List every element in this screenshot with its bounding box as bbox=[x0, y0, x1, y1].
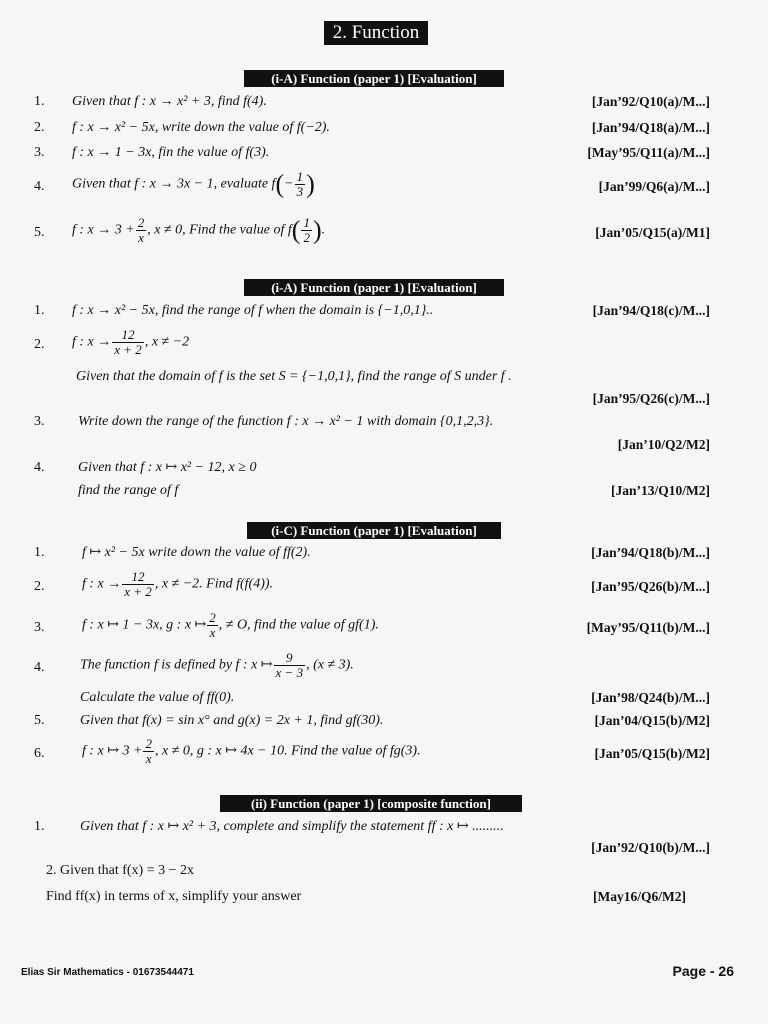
question-text: f : x → bbox=[72, 334, 112, 350]
numerator: 9 bbox=[274, 651, 306, 666]
question-reference: [May16/Q6/M2] bbox=[593, 889, 686, 904]
fraction bbox=[295, 170, 306, 199]
numerator: 2 bbox=[209, 610, 216, 625]
numerator: 1 bbox=[303, 215, 310, 230]
denominator: x bbox=[138, 230, 144, 245]
question-number: 5. bbox=[34, 713, 45, 728]
denominator: x bbox=[209, 625, 216, 640]
fraction bbox=[301, 216, 312, 245]
page-title: 2. Function bbox=[324, 21, 428, 45]
question-text: f : x → x² − 5x, find the range of f when the domain is {−1,0,1}.. bbox=[72, 303, 434, 318]
question-number: 3. bbox=[34, 414, 45, 429]
question-text: Given that f(x) = 3 − 2x bbox=[60, 863, 194, 878]
question-reference: [Jan’13/Q10/M2] bbox=[611, 483, 710, 498]
fraction bbox=[136, 216, 147, 245]
question-reference: [Jan’05/Q15(a)/M1] bbox=[595, 225, 710, 240]
question-reference: [Jan’10/Q2/M2] bbox=[617, 437, 710, 452]
fraction bbox=[122, 570, 154, 599]
minus-sign: − bbox=[284, 176, 294, 192]
question-text: , ≠ O, find the value of gf(1). bbox=[218, 617, 379, 633]
numerator: 12 bbox=[112, 328, 144, 343]
fraction bbox=[274, 651, 306, 680]
denominator: x bbox=[145, 751, 152, 766]
question-text: Given that f(x) = sin x° and g(x) = 2x + 1, find gf(30). bbox=[80, 713, 384, 728]
denominator: x − 3 bbox=[275, 665, 304, 680]
question-text: , x ≠ 0, g : x ↦ 4x − 10. Find the value of fg(3). bbox=[154, 743, 421, 759]
numerator: 2 bbox=[137, 215, 145, 230]
fraction bbox=[207, 611, 218, 640]
question-text: f : x → 1 − 3x, fin the value of f(3). bbox=[72, 145, 270, 160]
question-text: Given that f : x → x² + 3, find f(4). bbox=[72, 94, 267, 109]
question-number: 1. bbox=[34, 819, 45, 834]
question-number: 4. bbox=[34, 460, 45, 475]
question-text: , x ≠ 0, Find the value of f bbox=[147, 222, 292, 238]
question-number: 1. bbox=[34, 94, 45, 109]
question-number: 2. bbox=[34, 337, 45, 352]
footer-author: Elias Sir Mathematics - 01673544471 bbox=[21, 967, 194, 978]
question-reference: [Jan’92/Q10(b)/M...] bbox=[591, 840, 710, 855]
question-reference: [Jan’99/Q6(a)/M...] bbox=[598, 179, 710, 194]
question-reference: [Jan’92/Q10(a)/M...] bbox=[591, 94, 710, 109]
question-reference: [Jan’95/Q26(c)/M...] bbox=[592, 391, 710, 406]
question-text: f : x → x² − 5x, write down the value of f(−2). bbox=[72, 120, 330, 135]
question-reference: [May’95/Q11(a)/M...] bbox=[587, 145, 710, 160]
question-text: . bbox=[321, 222, 326, 238]
question-reference: [Jan’95/Q26(b)/M...] bbox=[591, 579, 710, 594]
question-reference: [Jan’94/Q18(a)/M...] bbox=[591, 120, 710, 135]
fraction bbox=[112, 328, 144, 357]
question-number: 3. bbox=[34, 145, 45, 160]
numerator: 12 bbox=[122, 570, 154, 585]
question-text: Given that f : x ↦ x² − 12, x ≥ 0 bbox=[78, 460, 257, 475]
question-reference: [Jan’94/Q18(c)/M...] bbox=[592, 303, 710, 318]
question-text: , x ≠ −2. Find f(f(4)). bbox=[154, 576, 274, 592]
numerator: 1 bbox=[296, 169, 304, 184]
question-text: Find ff(x) in terms of x, simplify your answer bbox=[46, 889, 302, 904]
numerator: 2 bbox=[145, 736, 152, 751]
question-reference: [Jan’04/Q15(b)/M2] bbox=[594, 713, 710, 728]
question-number: 1. bbox=[34, 545, 45, 560]
question-text: Given that the domain of f is the set S = {−1,0,1}, find the range of S under f . bbox=[76, 369, 512, 384]
denominator: x + 2 bbox=[114, 342, 142, 357]
question-number: 2. bbox=[46, 863, 57, 878]
question-text: Given that f : x → 3x − 1, evaluate f bbox=[72, 176, 276, 192]
section-heading: (i-C) Function (paper 1) [Evaluation] bbox=[247, 522, 501, 539]
question-number: 1. bbox=[34, 303, 45, 318]
question-text: , x ≠ −2 bbox=[144, 334, 190, 350]
denominator: 3 bbox=[296, 184, 304, 199]
section-heading: (i-A) Function (paper 1) [Evaluation] bbox=[244, 70, 504, 87]
question-text: f : x → bbox=[82, 576, 122, 592]
question-text: find the range of f bbox=[78, 483, 179, 498]
fraction bbox=[143, 737, 154, 766]
denominator: 2 bbox=[303, 230, 310, 245]
question-number: 4. bbox=[34, 660, 45, 675]
question-reference: [May’95/Q11(b)/M...] bbox=[586, 620, 710, 635]
question-text: Given that f : x ↦ x² + 3, complete and simplify the statement ff : x ↦ ......... bbox=[80, 819, 504, 834]
question-text: f : x → 3 + bbox=[72, 222, 135, 238]
section-heading: (i-A) Function (paper 1) [Evaluation] bbox=[244, 279, 504, 296]
question-text: f ↦ x² − 5x write down the value of ff(2). bbox=[82, 545, 311, 560]
question-text: Calculate the value of ff(0). bbox=[80, 690, 235, 705]
denominator: x + 2 bbox=[124, 584, 152, 599]
page-number: Page - 26 bbox=[672, 963, 734, 979]
question-text: , (x ≠ 3). bbox=[306, 657, 354, 673]
question-number: 5. bbox=[34, 225, 45, 240]
question-number: 2. bbox=[34, 120, 45, 135]
question-number: 2. bbox=[34, 579, 45, 594]
question-text: Write down the range of the function f : x → x² − 1 with domain {0,1,2,3}. bbox=[78, 414, 494, 429]
question-text: f : x ↦ 3 + bbox=[82, 743, 143, 759]
question-reference: [Jan’05/Q15(b)/M2] bbox=[594, 746, 710, 761]
question-reference: [Jan’94/Q18(b)/M...] bbox=[591, 545, 710, 560]
question-number: 6. bbox=[34, 746, 45, 761]
question-number: 4. bbox=[34, 179, 45, 194]
question-number: 3. bbox=[34, 620, 45, 635]
question-text: The function f is defined by f : x ↦ bbox=[80, 657, 273, 673]
question-text: f : x ↦ 1 − 3x, g : x ↦ bbox=[82, 617, 207, 633]
section-heading: (ii) Function (paper 1) [composite function] bbox=[220, 795, 522, 812]
question-reference: [Jan’98/Q24(b)/M...] bbox=[591, 690, 710, 705]
